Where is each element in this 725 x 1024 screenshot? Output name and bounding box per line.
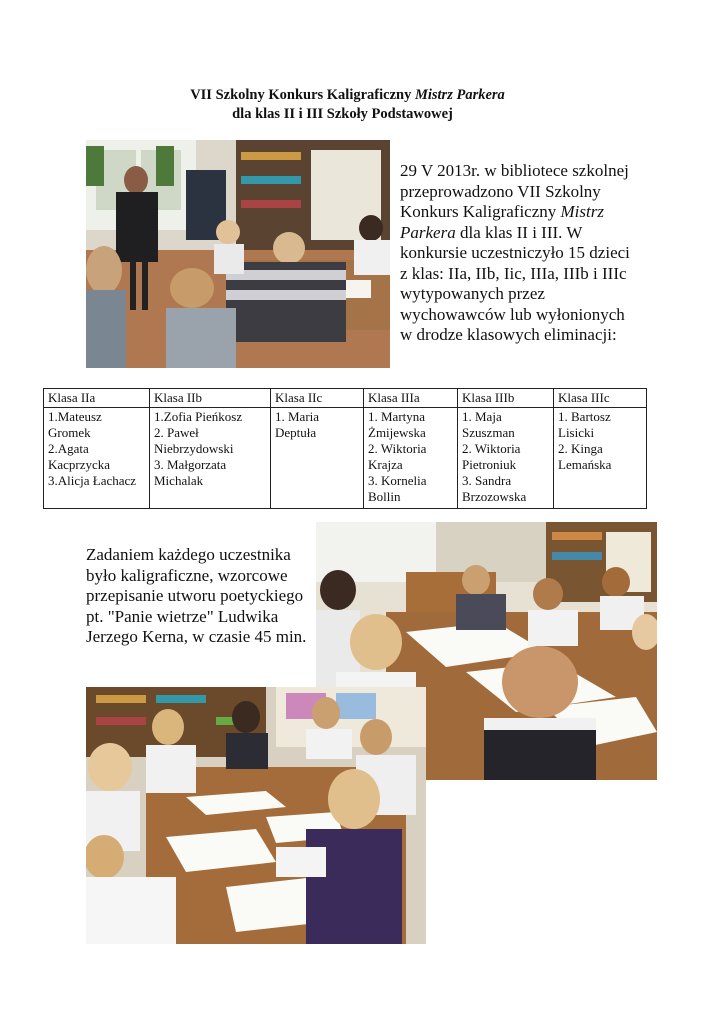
participant: 1.Zofia Pieńkosz <box>154 409 243 424</box>
document-title <box>0 86 725 124</box>
intro-paragraph: 29 V 2013r. w bibliotece szkolnej przeprowadzono VII Szkolny Konkurs Kaligraficzny Mistrz Parkera dla klas II i III. W konkursie uczestniczyło 15 dzieci z klas: IIa, IIb, Iic, IIIa, IIIb i IIIc wytypowanych przez wychowawców lub wyłonionych w drodze klasowych eliminacji: <box>400 161 630 344</box>
participant: 3. Kornelia Bollin <box>368 473 427 504</box>
header-klasa-2b: Klasa IIb <box>150 389 271 408</box>
participant: 2. Kinga Lemańska <box>558 441 612 472</box>
table-header-row <box>44 389 647 408</box>
title-italic: Mistrz Parkera <box>414 87 505 103</box>
title-line-1: VII Szkolny Konkurs Kaligraficzny Mistrz Parkera <box>190 87 505 103</box>
cell-klasa-2c <box>271 408 364 509</box>
participant: 3.Alicja Łachacz <box>48 473 137 488</box>
header-klasa-3a: Klasa IIIa <box>364 389 458 408</box>
participant: 1. Martyna Żmijewska <box>368 409 426 440</box>
participant: 1.Mateusz Gromek <box>48 409 102 440</box>
cell-klasa-3a <box>364 408 458 509</box>
participant: 3. Sandra Brzozowska <box>462 473 527 504</box>
participant: 2.Agata Kacprzycka <box>48 441 111 472</box>
participant: 3. Małgorzata Michalak <box>154 457 227 488</box>
photo-girls-writing <box>86 687 426 944</box>
participant: 2. Wiktoria Pietroniuk <box>462 441 521 472</box>
participant: 2. Wiktoria Krajza <box>368 441 427 472</box>
title-line-2: dla klas II i III Szkoły Podstawowej <box>232 106 453 122</box>
table-row <box>44 408 647 509</box>
task-paragraph: Zadaniem każdego uczestnika było kaligraficzne, wzorcowe przepisanie utworu poetyckiego pt. "Panie wietrze" Ludwika Jerzego Kerna, w czasie 45 min. <box>86 545 307 646</box>
header-klasa-2a: Klasa IIa <box>44 389 150 408</box>
participant: 2. Paweł Niebrzydowski <box>154 425 234 456</box>
participant: 1. Bartosz Lisicki <box>558 409 611 440</box>
intro-italic: Mistrz Parkera <box>400 202 604 242</box>
participant: 1. Maja Szuszman <box>462 409 515 440</box>
photo-library-contest <box>86 140 390 368</box>
header-klasa-2c: Klasa IIc <box>271 389 364 408</box>
cell-klasa-3c <box>554 408 647 509</box>
cell-klasa-2b <box>150 408 271 509</box>
header-klasa-3b: Klasa IIIb <box>458 389 554 408</box>
cell-klasa-2a <box>44 408 150 509</box>
cell-klasa-3b <box>458 408 554 509</box>
header-klasa-3c: Klasa IIIc <box>554 389 647 408</box>
participants-table <box>43 388 647 509</box>
participant: 1. Maria Deptuła <box>275 409 320 440</box>
